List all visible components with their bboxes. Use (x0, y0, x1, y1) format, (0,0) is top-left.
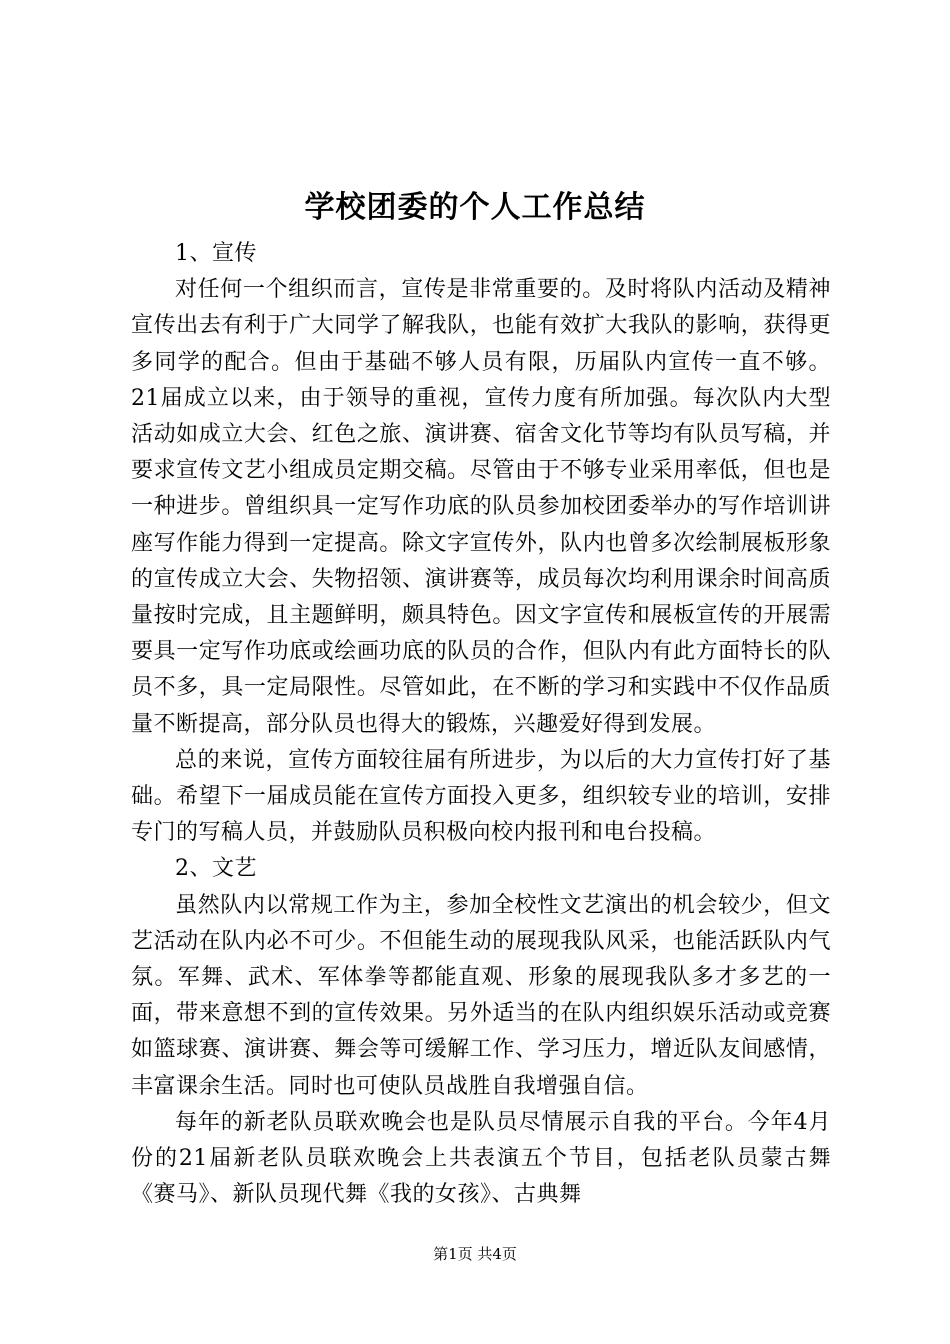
paragraph: 每年的新老队员联欢晚会也是队员尽情展示自我的平台。今年4月份的21届新老队员联欢晚会上共表演五个节目，包括老队员蒙古舞《赛马》、新队员现代舞《我的女孩》、古典舞 (131, 1109, 831, 1208)
document-body (131, 236, 831, 1213)
paragraph: 总的来说，宣传方面较往届有所进步，为以后的大力宣传打好了基础。希望下一届成员能在宣传方面投入更多，组织较专业的培训，安排专门的写稿人员，并鼓励队员积极向校内报刊和电台投稿。 (131, 747, 831, 846)
paragraph: 虽然队内以常规工作为主，参加全校性文艺演出的机会较少，但文艺活动在队内必不可少。不但能生动的展现我队风采，也能活跃队内气氛。军舞、武术、军体拳等都能直观、形象的展现我队多才多艺的一面，带来意想不到的宣传效果。另外适当的在队内组织娱乐活动或竞赛如篮球赛、演讲赛、舞会等可缓解工作、学习压力，增近队友间感情，丰富课余生活。同时也可使队员战胜自我增强自信。 (131, 892, 831, 1099)
section-heading-publicity: 1、宣传 (175, 241, 257, 266)
document-title: 学校团委的个人工作总结 (304, 190, 646, 225)
section-heading-arts: 2、文艺 (175, 856, 257, 882)
paragraph: 对任何一个组织而言，宣传是非常重要的。及时将队内活动及精神宣传出去有利于广大同学了解我队，也能有效扩大我队的影响，获得更多同学的配合。但由于基础不够人员有限，历届队内宣传一直不够。21届成立以来，由于领导的重视，宣传力度有所加强。每次队内大型活动如成立大会、红色之旅、演讲赛、宿舍文化节等均有队员写稿，并要求宣传文艺小组成员定期交稿。尽管由于不够专业采用率低，但也是一种进步。曾组织具一定写作功底的队员参加校团委举办的写作培训讲座写作能力得到一定提高。除文字宣传外，队内也曾多次绘制展板形象的宣传成立大会、失物招领、演讲赛等，成员每次均利用课余时间高质量按时完成，且主题鲜明，颇具特色。因文字宣传和展板宣传的开展需要具一定写作功底或绘画功底的队员的合作，但队内有此方面特长的队员不多，具一定局限性。尽管如此，在不断的学习和实践中不仅作品质量不断提高，部分队员也得大的锻炼，兴趣爱好得到发展。 (131, 277, 831, 737)
page-footer: 第1页 共4页 (433, 1245, 517, 1263)
